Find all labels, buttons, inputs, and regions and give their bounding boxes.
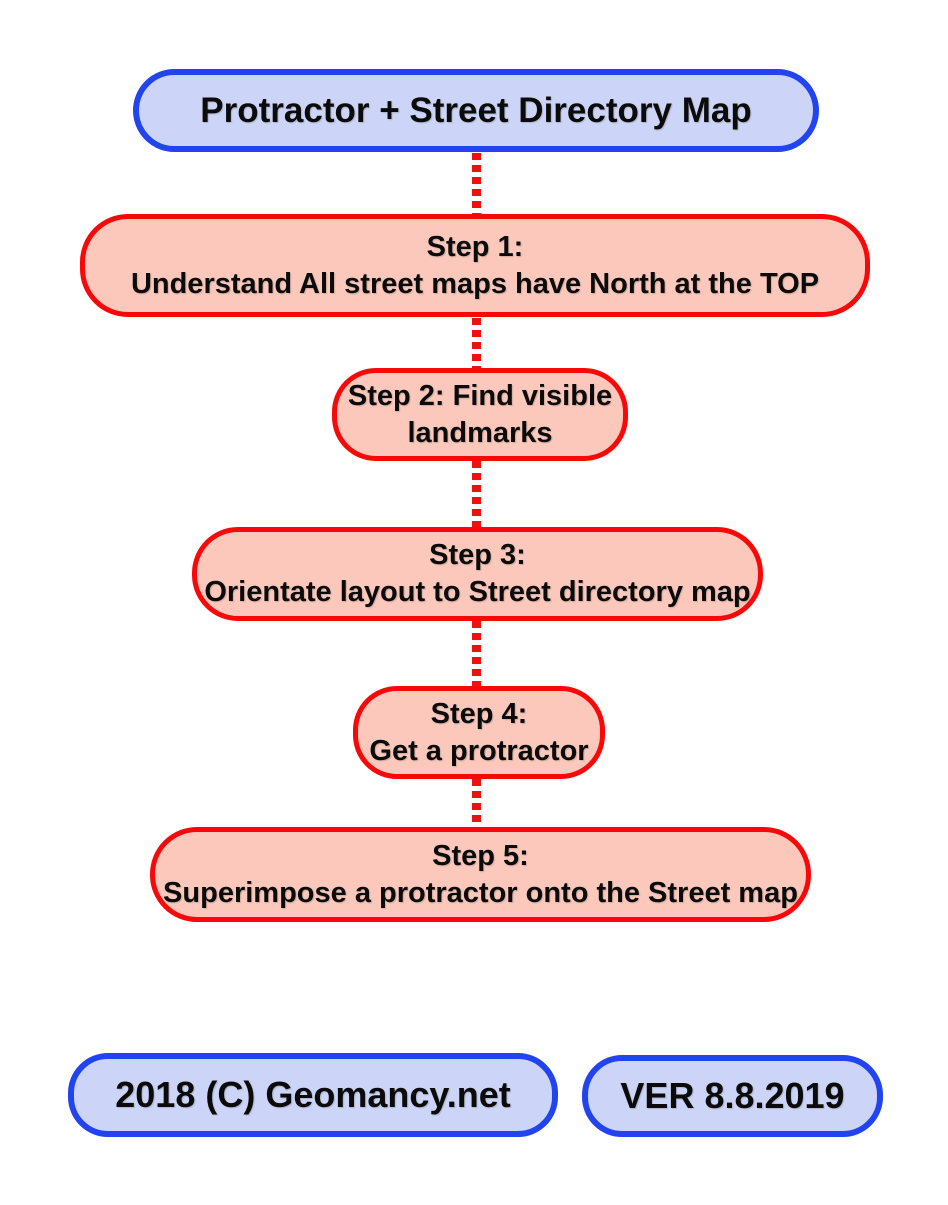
footer-version-text: VER 8.8.2019 — [620, 1075, 845, 1116]
step-3-line-2: Orientate layout to Street directory map — [204, 576, 751, 608]
step-3-line-1: Step 3: — [429, 539, 526, 571]
step-5-line-1: Step 5: — [432, 839, 529, 872]
footer-copyright-box — [68, 1053, 558, 1137]
step-4-box — [353, 686, 605, 779]
step-1-box — [80, 214, 870, 317]
step-2-box — [332, 368, 628, 461]
connector-line-1 — [472, 153, 481, 214]
step-4-line-1: Step 4: — [430, 697, 528, 730]
step-2-line-2: landmarks — [407, 416, 553, 449]
step-2-line-1: Step 2: Find visible — [347, 379, 613, 412]
step-1-line-1: Step 1: — [426, 230, 524, 263]
step-1-line-2: Understand All street maps have North at the TOP — [130, 267, 820, 300]
connector-line-2 — [472, 318, 481, 368]
step-4-line-2: Get a protractor — [369, 734, 589, 767]
footer-copyright-text: 2018 (C) Geomancy.net — [115, 1074, 511, 1115]
title-box — [133, 69, 819, 152]
connector-line-5 — [472, 779, 481, 827]
connector-line-3 — [472, 461, 481, 527]
connector-line-4 — [472, 621, 481, 686]
title-text: Protractor + Street Directory Map — [200, 90, 752, 130]
step-5-line-2: Superimpose a protractor onto the Street map — [163, 876, 798, 909]
step-3-box — [192, 527, 763, 621]
step-5-box — [150, 827, 811, 922]
footer-version-box — [582, 1055, 883, 1137]
